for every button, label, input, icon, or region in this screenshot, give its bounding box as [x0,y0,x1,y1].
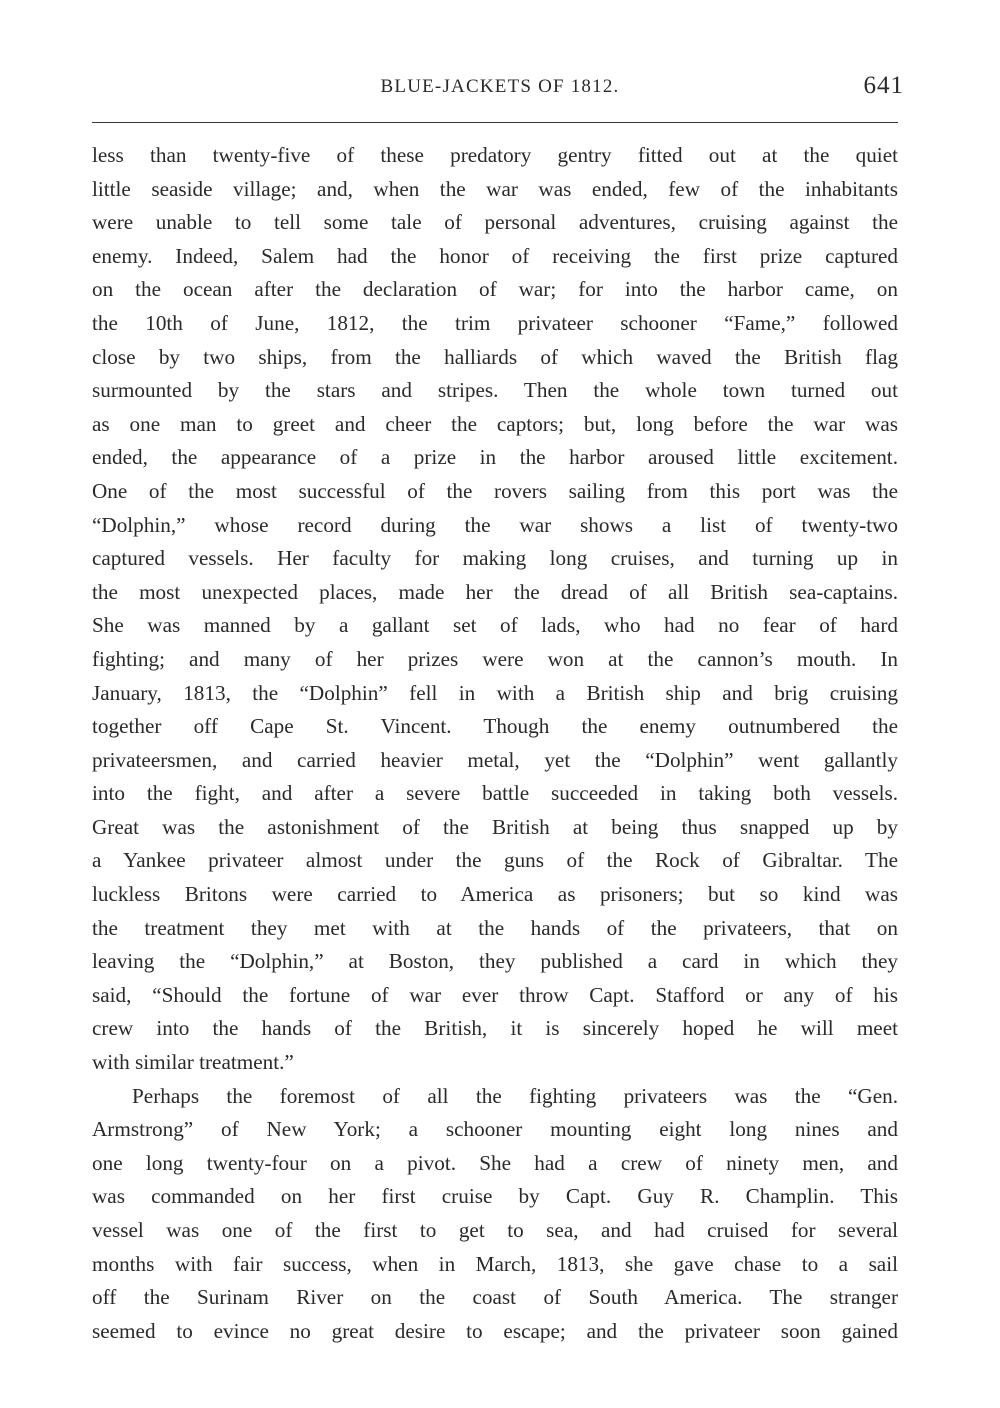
text-line: less than twenty-five of these predatory gentry fitted out at the quiet [92,143,898,167]
text-line: “Dolphin,” whose record during the war shows a list of twenty-two [92,512,898,537]
text-line: a Yankee privateer almost under the guns of the Rock of Gibraltar. The [92,848,898,873]
text-line: enemy. Indeed, Salem had the honor of receiving the first prize captured [92,243,898,268]
text-line: the treatment they met with at the hands of the privateers, that on [92,915,898,940]
text-line: into the fight, and after a severe battle succeeded in taking both vessels. [92,781,898,806]
text-line: fighting; and many of her prizes were won at the cannon’s mouth. In [92,646,898,671]
text-line: seemed to evince no great desire to escape; and the privateer soon gained [92,1318,898,1343]
text-line: close by two ships, from the halliards of which waved the British flag [92,344,898,369]
text-line: Perhaps the foremost of all the fighting privateers was the “Gen. [132,1083,898,1108]
text-line: vessel was one of the first to get to sea, and had cruised for several [92,1218,898,1242]
text-line: Great was the astonishment of the British at being thus snapped up by [92,814,898,839]
text-line: with similar treatment.” [92,1050,294,1075]
text-line: months with fair success, when in March, 1813, she gave chase to a sail [92,1251,898,1276]
text-line: privateersmen, and carried heavier metal, yet the “Dolphin” went gallantly [92,747,898,772]
text-line: crew into the hands of the British, it is sincerely hoped he will meet [92,1016,898,1041]
text-line: the 10th of June, 1812, the trim privateer schooner “Fame,” followed [92,310,898,335]
page-number: 641 [863,72,904,99]
text-line: together off Cape St. Vincent. Though the enemy outnumbered the [92,714,898,739]
paragraph-2 [92,1080,898,1349]
text-line: One of the most successful of the rovers sailing from this port was the [92,478,898,503]
text-line: on the ocean after the declaration of war; for into the harbor came, on [92,277,898,302]
text-line: off the Surinam River on the coast of South America. The stranger [92,1285,898,1310]
text-line: were unable to tell some tale of personal adventures, cruising against the [92,210,898,235]
text-line: luckless Britons were carried to America as prisoners; but so kind was [92,882,898,907]
text-line: was commanded on her first cruise by Capt. Guy R. Champlin. This [92,1184,898,1209]
running-head [0,72,1000,106]
text-line: surmounted by the stars and stripes. Then the whole town turned out [92,378,898,403]
text-line: said, “Should the fortune of war ever throw Capt. Stafford or any of his [92,982,898,1007]
body-text [92,139,898,1348]
text-line: January, 1813, the “Dolphin” fell in with a British ship and brig cruising [92,680,898,705]
text-line: little seaside village; and, when the war was ended, few of the inhabitants [92,176,898,201]
text-line: one long twenty-four on a pivot. She had a crew of ninety men, and [92,1150,898,1175]
text-line: Armstrong” of New York; a schooner mounting eight long nines and [92,1117,898,1142]
text-line: leaving the “Dolphin,” at Boston, they published a card in which they [92,949,898,974]
running-title: BLUE-JACKETS OF 1812. [380,76,620,97]
text-line: She was manned by a gallant set of lads, who had no fear of hard [92,613,898,638]
header-rule [92,122,898,123]
text-line: the most unexpected places, made her the dread of all British sea-captains. [92,579,898,604]
text-line: ended, the appearance of a prize in the harbor aroused little excitement. [92,445,898,470]
text-line: captured vessels. Her faculty for making long cruises, and turning up in [92,546,898,571]
text-line: as one man to greet and cheer the captors; but, long before the war was [92,411,898,436]
paragraph-1 [92,139,898,1080]
